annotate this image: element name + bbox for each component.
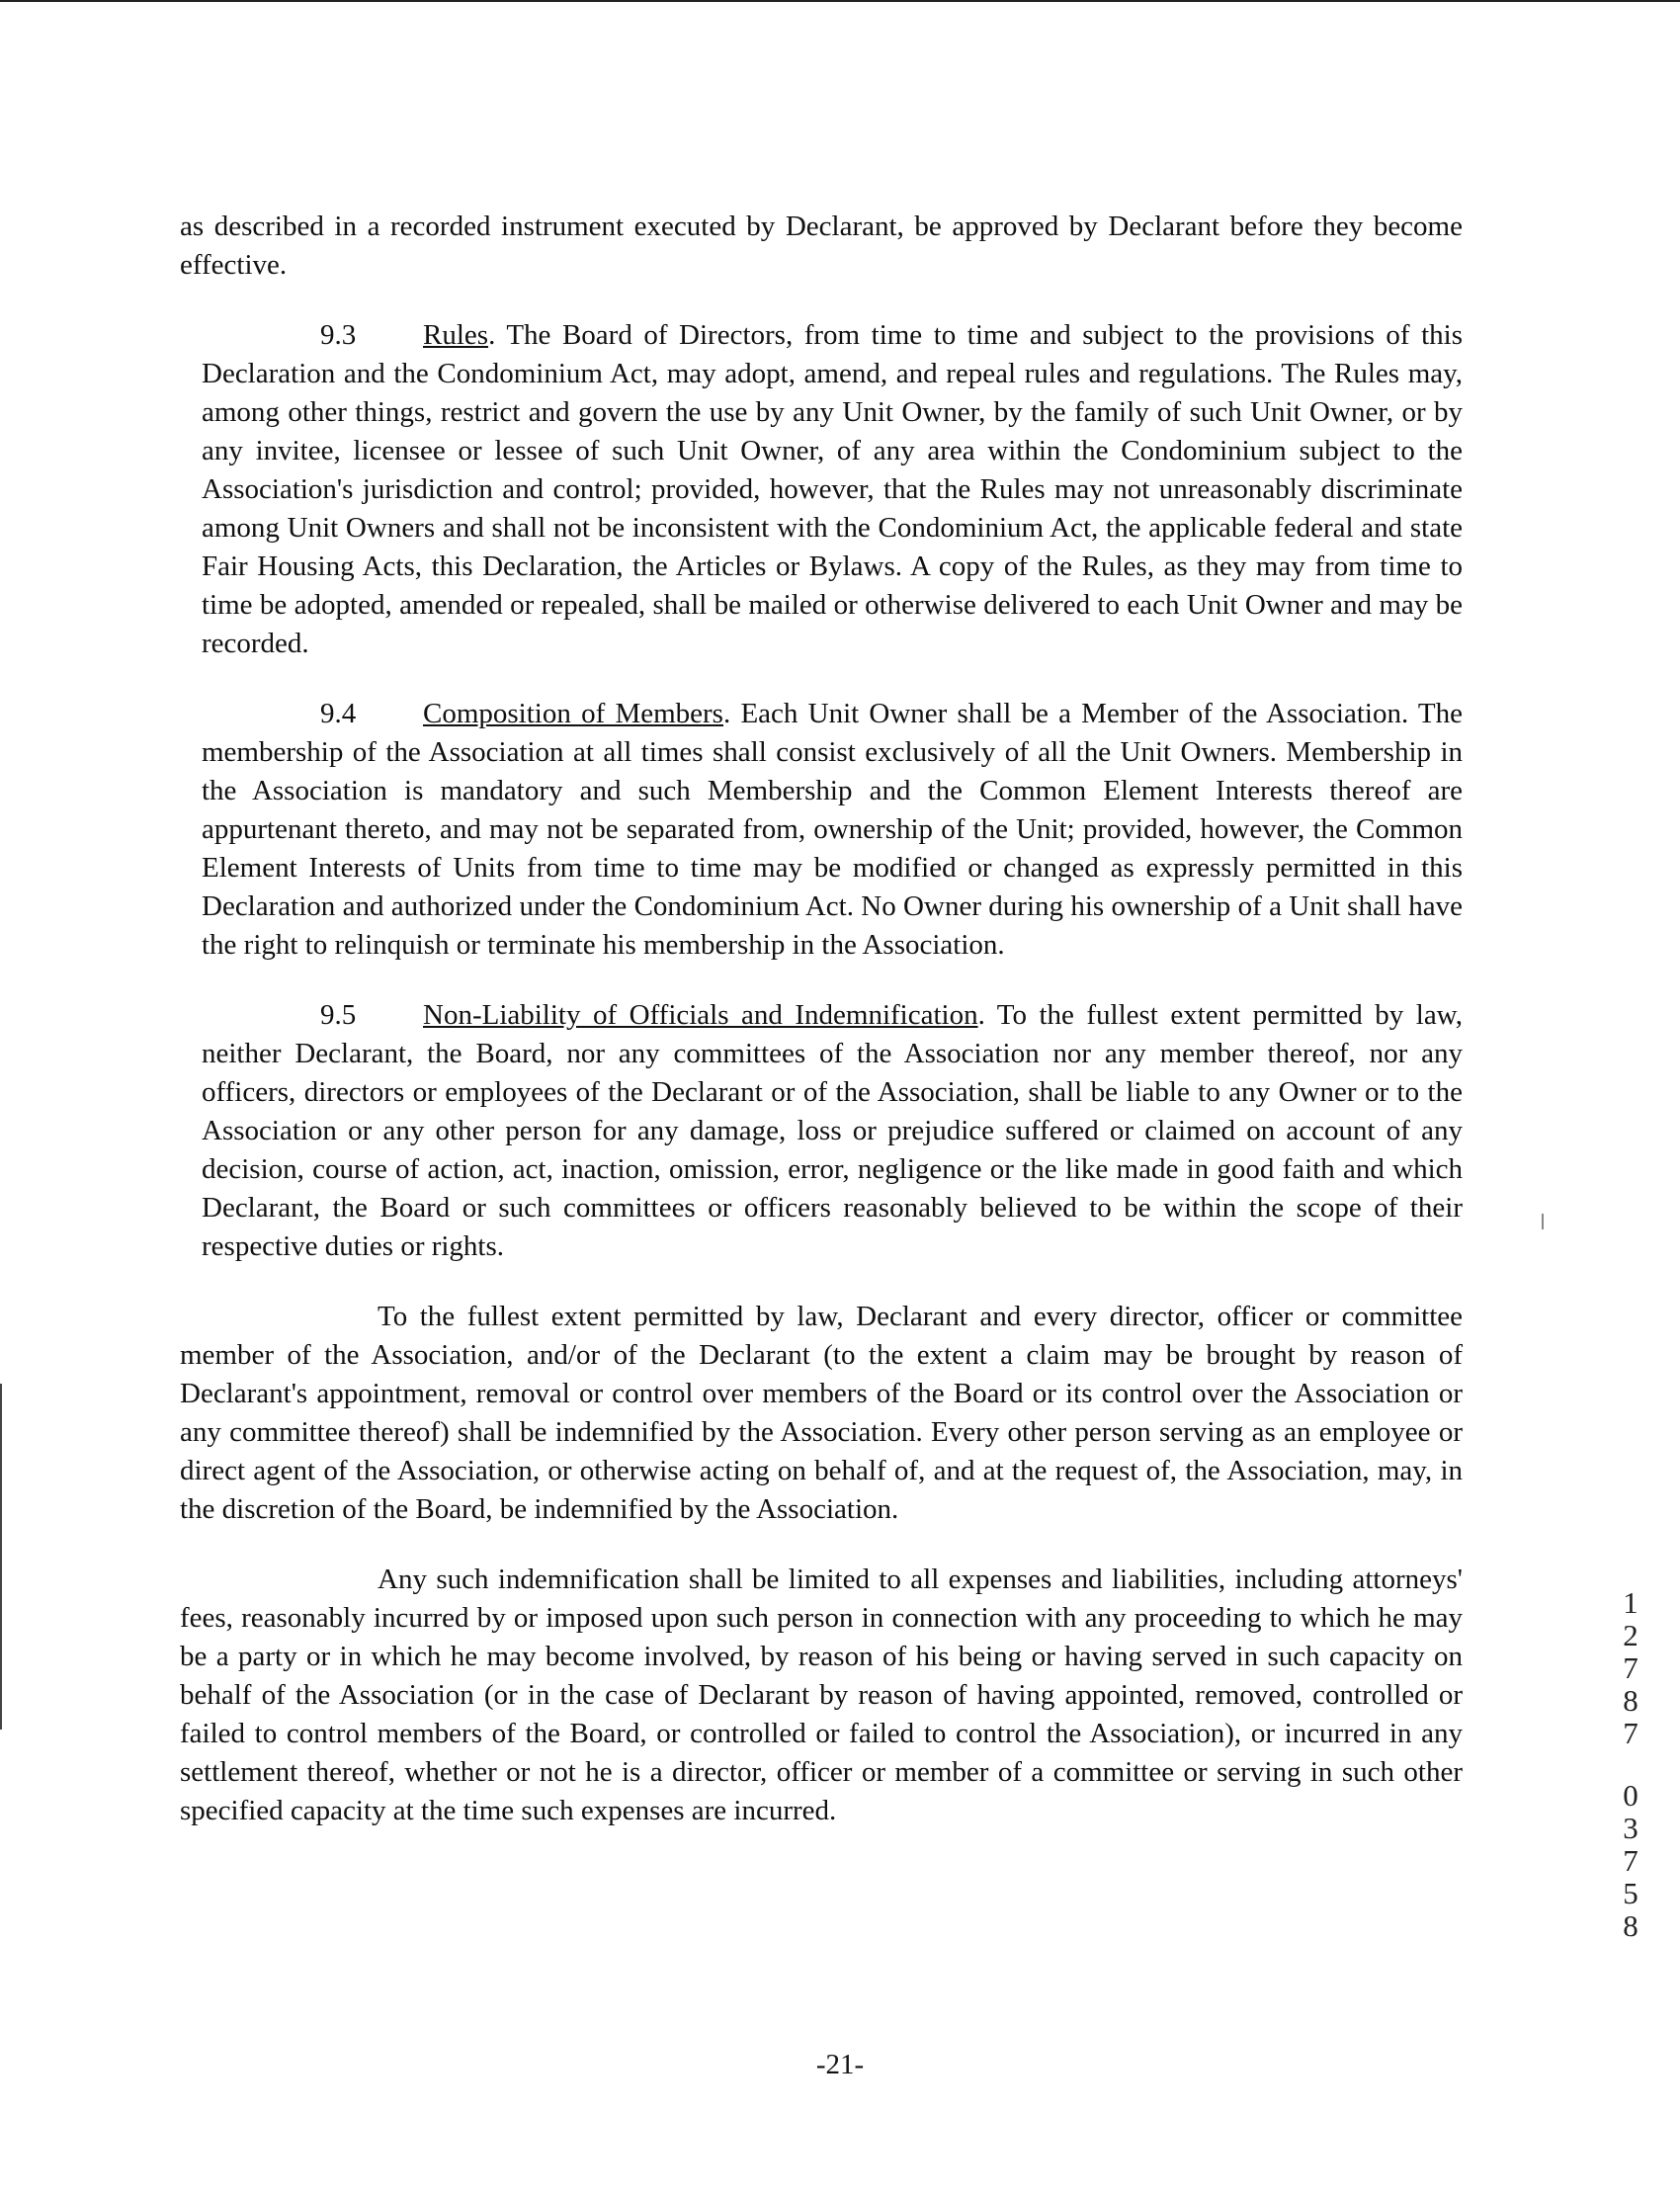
continuation-paragraph: as described in a recorded instrument executed by Declarant, be approved by Declarant before they become effective. [180,211,1463,281]
section-heading: Rules [423,319,489,351]
stamp-digit: 8 [1623,1683,1638,1718]
scan-left-edge-mark [0,1384,2,1730]
stamp-digit: 1 [1623,1585,1638,1620]
section-body: . Each Unit Owner shall be a Member of the Association. The membership of the Association at all times shall consist exclusively of all the Unit Owners. Membership in the Association is mandatory and such Membership and the Common Element Interests thereof are appurtenant thereto, and may not be separated from, ownership of the Unit; provided, however, the Common Element Interests of Units from time to time may be modified or changed as expressly permitted in this Declaration and authorized under the Condominium Act. No Owner during his ownership of a Unit shall have the right to relinquish or terminate his membership in the Association. [202,698,1464,961]
stamp-digit: 2 [1623,1618,1638,1652]
section-9-3 [202,316,1463,663]
document-body [180,208,1463,1862]
stamp-gap [1611,1749,1650,1779]
section-9-4 [202,695,1463,965]
indemnification-paragraph: To the fullest extent permitted by law, Declarant and every director, officer or committee member of the Association, and/or of the Declarant (to the extent a claim may be brought by reason of Declarant's appointment, removal or control over members of the Board or its control over the Association or any committee thereof) shall be indemnified by the Association. Every other person serving as an employee or direct agent of the Association, or otherwise acting on behalf of, and at the request of, the Association, may, in the discretion of the Board, be indemnified by the Association. [180,1301,1463,1525]
scan-top-border [0,0,1680,2]
section-heading: Non-Liability of Officials and Indemnification [423,999,978,1031]
stamp-digit: 0 [1623,1778,1638,1813]
stamp-digit: 7 [1623,1843,1638,1878]
section-number: 9.3 [320,319,357,351]
page-number: -21- [815,2049,865,2080]
recording-stamp [1611,1586,1650,1942]
section-number: 9.4 [320,698,357,729]
section-number: 9.5 [320,999,357,1031]
stamp-digit: 8 [1623,1908,1638,1943]
indemnification-limits-paragraph: Any such indemnification shall be limited to all expenses and liabilities, including attorneys' fees, reasonably incurred by or imposed upon such person in connection with any proceeding to which he may be a party or in which he may become involved, by reason of his being or having served in such capacity on behalf of the Association (or in the case of Declarant by reason of having appointed, removed, controlled or failed to control members of the Board, or controlled or failed to control the Association), or incurred in any settlement thereof, whether or not he is a director, officer or member of a committee or serving in such other specified capacity at the time such expenses are incurred. [180,1564,1463,1826]
section-heading: Composition of Members [423,698,723,729]
section-9-5 [202,996,1463,1266]
scan-speck [1542,1214,1544,1229]
section-body: . The Board of Directors, from time to time and subject to the provisions of this Declaration and the Condominium Act, may adopt, amend, and repeal rules and regulations. The Rules may, among other things, restrict and govern the use by any Unit Owner, by the family of such Unit Owner, or by any invitee, licensee or lessee of such Unit Owner, of any area within the Condominium subject to the Association's jurisdiction and control; provided, however, that the Rules may not unreasonably discriminate among Unit Owners and shall not be inconsistent with the Condominium Act, the applicable federal and state Fair Housing Acts, this Declaration, the Articles or Bylaws. A copy of the Rules, as they may from time to time be adopted, amended or repealed, shall be mailed or otherwise delivered to each Unit Owner and may be recorded. [202,319,1463,659]
stamp-digit: 3 [1623,1811,1638,1845]
stamp-digit: 7 [1623,1716,1638,1750]
stamp-digit: 5 [1623,1876,1638,1910]
section-body: . To the fullest extent permitted by law, neither Declarant, the Board, nor any committees of the Association nor any member thereof, nor any officers, directors or employees of the Declarant or of the Association, shall be liable to any Owner or to the Association or any other person for any damage, loss or prejudice suffered or claimed on account of any decision, course of action, act, inaction, omission, error, negligence or the like made in good faith and which Declarant, the Board or such committees or officers reasonably believed to be within the scope of their respective duties or rights. [202,999,1463,1262]
stamp-digit: 7 [1623,1650,1638,1685]
